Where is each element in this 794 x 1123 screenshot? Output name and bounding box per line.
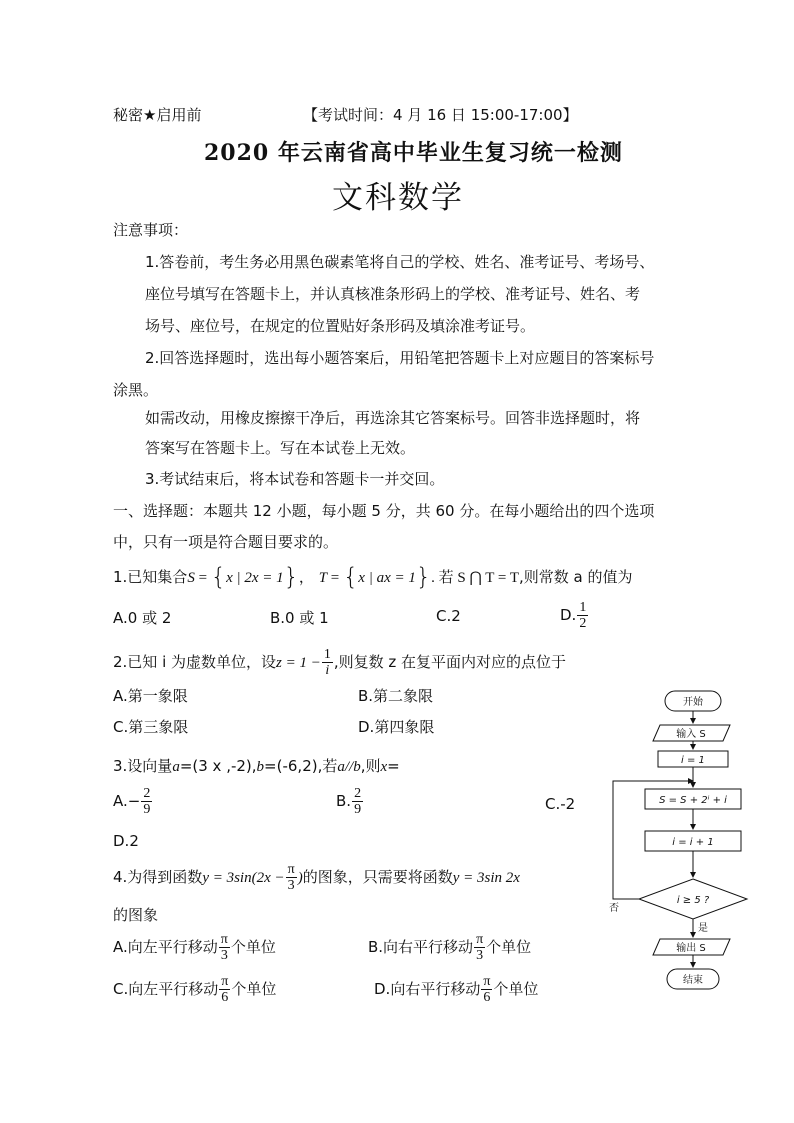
q2-option-a: A.第一象限 xyxy=(113,687,188,705)
q3-vector-b: b xyxy=(256,759,265,775)
q1-option-d-fraction: $\frac{1}{2}$ xyxy=(579,600,587,631)
flow-output-label: 输出 S xyxy=(676,943,706,954)
q1-equals: = xyxy=(194,570,211,586)
flow-condition-label: i ≥ 5 ? xyxy=(676,895,710,906)
q2-option-c: C.第三象限 xyxy=(113,718,189,736)
q4-option-b: B.向右平行移动 $\frac{\pi}{3}$ 个单位 xyxy=(368,932,532,963)
note-2-line-1: 2.回答选择题时，选出每小题答案后，用铅笔把答题卡上对应题目的答案标号 xyxy=(145,349,655,367)
q1-suffix: ,则常数 a 的值为 xyxy=(519,568,633,586)
question-3: 3.设向量a=(3 x ,-2),b=(-6,2),若a//b,则x= xyxy=(113,757,400,775)
question-4: 4.为得到函数y = 3sin(2x − $\frac{\pi}{3}$ )的图象，只需要将函数y = 3sin 2x xyxy=(113,862,520,893)
q1-set-s-def: x | 2x = 1 xyxy=(226,570,284,586)
section-line-1: 一、选择题：本题共 12 小题，每小题 5 分，共 60 分。在每小题给出的四个选项 xyxy=(113,502,655,520)
q1-set-s-symbol: S xyxy=(187,570,195,586)
note-2-line-3: 如需改动，用橡皮擦擦干净后，再选涂其它答案标号。回答非选择题时，将 xyxy=(145,409,641,427)
q1-option-d: D. $\frac{1}{2}$ xyxy=(560,600,587,631)
flow-yes-label: 是 xyxy=(698,923,708,934)
flow-init-label: i = 1 xyxy=(681,755,705,766)
flow-input-label: 输入 S xyxy=(676,729,706,740)
q1-set-t-def: x | ax = 1 xyxy=(358,570,416,586)
q1-option-c: C.2 xyxy=(436,607,461,625)
q4-option-c: C.向左平行移动 $\frac{\pi}{6}$ 个单位 xyxy=(113,974,277,1005)
exam-title: 2020 年云南省高中毕业生复习统一检测 xyxy=(204,140,623,166)
q4-option-d: D.向右平行移动 $\frac{\pi}{6}$ 个单位 xyxy=(374,974,539,1005)
q2-option-b: B.第二象限 xyxy=(358,687,434,705)
confidential-label: 秘密★启用前 xyxy=(113,106,202,124)
q1-prefix: 1.已知集合 xyxy=(113,568,188,586)
note-1-line-3: 场号、座位号，在规定的位置贴好条形码及填涂准考证号。 xyxy=(145,317,536,335)
q3-option-a: A.− $\frac{2}{9}$ xyxy=(113,786,151,817)
q3-vector-a: a xyxy=(172,759,180,775)
flowchart xyxy=(595,685,765,995)
question-4-line-2: 的图象 xyxy=(113,906,159,924)
flow-end-label: 结束 xyxy=(683,975,703,986)
q3-option-c: C.-2 xyxy=(545,795,576,813)
note-2-line-2: 涂黑。 xyxy=(113,381,159,399)
q1-option-b: B.0 或 1 xyxy=(270,609,329,627)
note-2-line-4: 答案写在答题卡上。写在本试卷上无效。 xyxy=(145,439,416,457)
note-1-line-1: 1.答卷前，考生务必用黑色碳素笔将自己的学校、姓名、准考证号、考场号、 xyxy=(145,253,655,271)
flow-start-label: 开始 xyxy=(683,697,703,708)
q4-option-a: A.向左平行移动 $\frac{\pi}{3}$ 个单位 xyxy=(113,932,276,963)
q1-set-t-symbol: T xyxy=(318,570,328,586)
q3-option-d: D.2 xyxy=(113,832,139,850)
note-1-line-2: 座位号填写在答题卡上，并认真核准条形码上的学校、准考证号、姓名、考 xyxy=(145,285,641,303)
q3-option-b: B. $\frac{2}{9}$ xyxy=(336,786,362,817)
section-line-2: 中，只有一项是符合题目要求的。 xyxy=(113,533,339,551)
q2-fraction: $\frac{1}{i}$ xyxy=(323,647,331,678)
question-1: 1.已知集合S = {x | 2x = 1}， T = {x | ax = 1}. 若 S ⋂ T = T,则常数 a 的值为 xyxy=(113,563,633,591)
note-3: 3.考试结束后，将本试卷和答题卡一并交回。 xyxy=(145,470,445,488)
q3-parallel: a//b xyxy=(337,759,361,775)
flow-no-label: 否 xyxy=(609,903,619,914)
flow-update-s-label: S = S + 2ⁱ + i xyxy=(659,795,727,806)
question-2: 2.已知 i 为虚数单位，设z = 1 − $\frac{1}{i}$ ,则复数 z 在复平面内对应的点位于 xyxy=(113,647,567,678)
q1-option-a: A.0 或 2 xyxy=(113,609,172,627)
flow-update-i-label: i = i + 1 xyxy=(672,837,714,848)
q1-condition: . 若 S ⋂ T = T xyxy=(431,570,520,586)
subject-title: 文科数学 xyxy=(332,180,464,216)
q2-z-expr: z = 1 − xyxy=(276,655,321,671)
exam-time: 【考试时间：4 月 16 日 15:00-17:00】 xyxy=(303,106,578,124)
notes-heading: 注意事项： xyxy=(113,221,189,239)
q2-option-d: D.第四象限 xyxy=(358,718,435,736)
